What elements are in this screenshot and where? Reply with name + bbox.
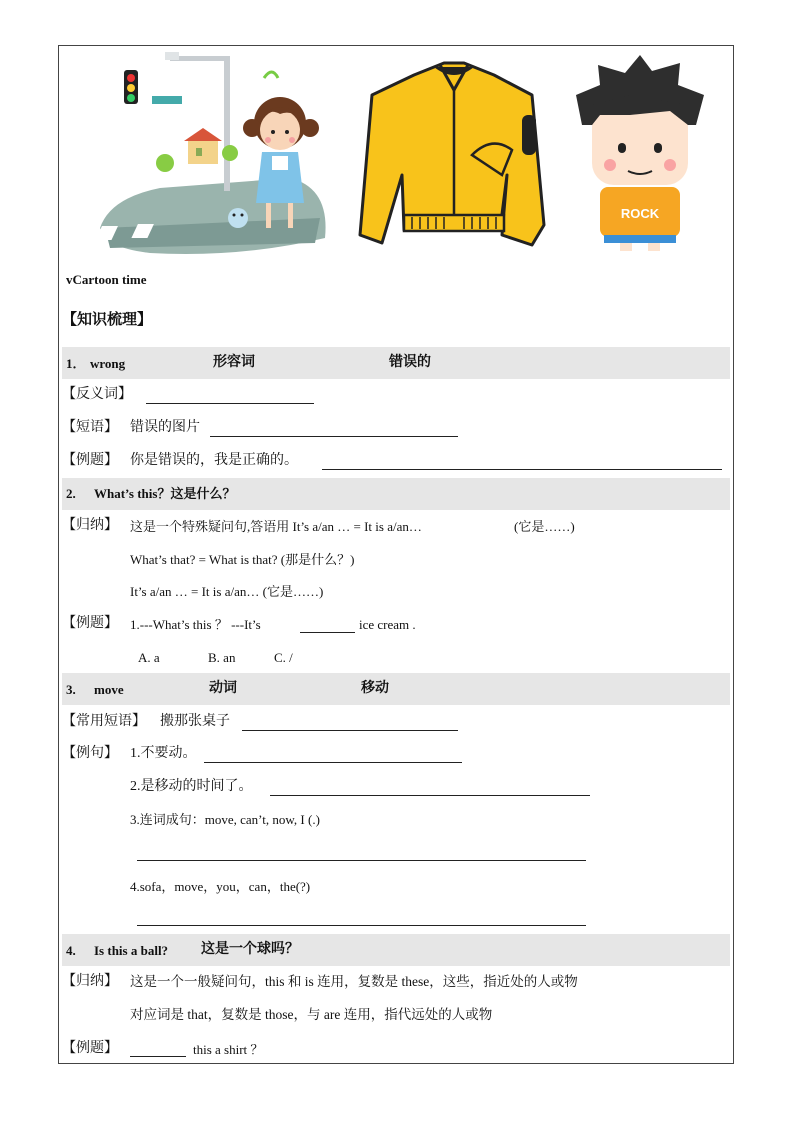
boy-rock-shirt-illustration — [570, 55, 710, 255]
item4-example-question: this a shirt ？ — [193, 1042, 264, 1057]
item4-number: 4. — [66, 943, 76, 958]
option-b[interactable]: B. an — [208, 650, 236, 665]
item2-example-question: 1.---What’s this ？ ---It’s — [130, 617, 261, 632]
phrase-prompt: 错误的图片 — [130, 420, 200, 435]
option-a[interactable]: A. a — [138, 650, 160, 665]
item2-summary-line3: It’s a/an … = It is a/an… (它是……) — [130, 584, 324, 599]
item4-heading-cn: 这是一个球吗？ — [201, 942, 299, 957]
item1-word: wrong — [90, 356, 126, 371]
item4-example-label: 【例题】 — [62, 1041, 118, 1056]
item3-meaning: 移动 — [361, 681, 389, 696]
item2-number: 2. — [66, 486, 76, 501]
item4-example-blank[interactable] — [130, 1056, 186, 1057]
phrase-answer-line[interactable] — [210, 436, 458, 437]
item3-example3-answer-line[interactable] — [137, 860, 586, 861]
item4-heading-en: Is this a ball? — [94, 943, 169, 958]
item3-phrase-answer-line[interactable] — [242, 730, 458, 731]
item3-phrase-label: 【常用短语】 — [62, 714, 146, 729]
item3-phrase-prompt: 搬那张桌子 — [160, 714, 230, 729]
item2-example-blank[interactable] — [300, 632, 355, 633]
item2-summary-line2: What’s that? = What is that? (那是什么？) — [130, 552, 355, 567]
item3-pos: 动词 — [209, 681, 237, 696]
item3-header-band — [62, 673, 730, 705]
item1-pos: 形容词 — [213, 355, 255, 370]
item2-example-label: 【例题】 — [62, 616, 118, 631]
item1-meaning: 错误的 — [389, 355, 431, 370]
girl-crossing-street-illustration — [90, 48, 340, 263]
item3-example3: 3.连词成句：move, can’t, now, I (.) — [130, 812, 320, 827]
item3-example2-answer-line[interactable] — [270, 795, 590, 796]
item2-summary-line1-note: (它是……) — [514, 519, 575, 534]
item3-example-label: 【例句】 — [62, 746, 118, 761]
antonym-label: 【反义词】 — [62, 387, 132, 402]
item1-example-label: 【例题】 — [62, 453, 118, 468]
item3-example4-answer-line[interactable] — [137, 925, 586, 926]
item1-example-prompt: 你是错误的，我是正确的。 — [130, 453, 298, 468]
item3-example4: 4.sofa，move，you，can，the(?) — [130, 879, 311, 894]
item1-number: 1． — [66, 356, 86, 371]
item3-example1-answer-line[interactable] — [204, 762, 462, 763]
item2-summary-label: 【归纳】 — [62, 518, 118, 533]
item3-word: move — [94, 682, 124, 697]
item3-example1: 1.不要动。 — [130, 746, 197, 761]
item4-summary-line2: 对应词是 that，复数是 those，与 are 连用，指代远处的人或物 — [130, 1007, 493, 1022]
item3-example2: 2.是移动的时间了。 — [130, 779, 253, 794]
section-title: 【知识梳理】 — [62, 312, 153, 328]
item3-number: 3. — [66, 682, 76, 697]
item1-example-answer-line[interactable] — [322, 469, 722, 470]
item4-summary-label: 【归纳】 — [62, 974, 118, 989]
antonym-answer-line[interactable] — [146, 403, 314, 404]
yellow-jacket-illustration — [352, 55, 552, 255]
item2-heading: What’s this？这是什么？ — [94, 486, 236, 501]
option-c[interactable]: C. / — [274, 650, 293, 665]
cartoon-time-title: vCartoon time — [66, 272, 147, 287]
item4-summary-line1: 这是一个一般疑问句，this 和 is 连用，复数是 these，这些，指近处的人或物 — [130, 974, 578, 989]
phrase-label: 【短语】 — [62, 420, 118, 435]
item2-example-question-end: ice cream . — [359, 617, 416, 632]
item2-summary-line1: 这是一个特殊疑问句,答语用 It’s a/an … = It is a/an… — [130, 519, 422, 534]
rock-shirt-text: ROCK — [620, 206, 660, 221]
